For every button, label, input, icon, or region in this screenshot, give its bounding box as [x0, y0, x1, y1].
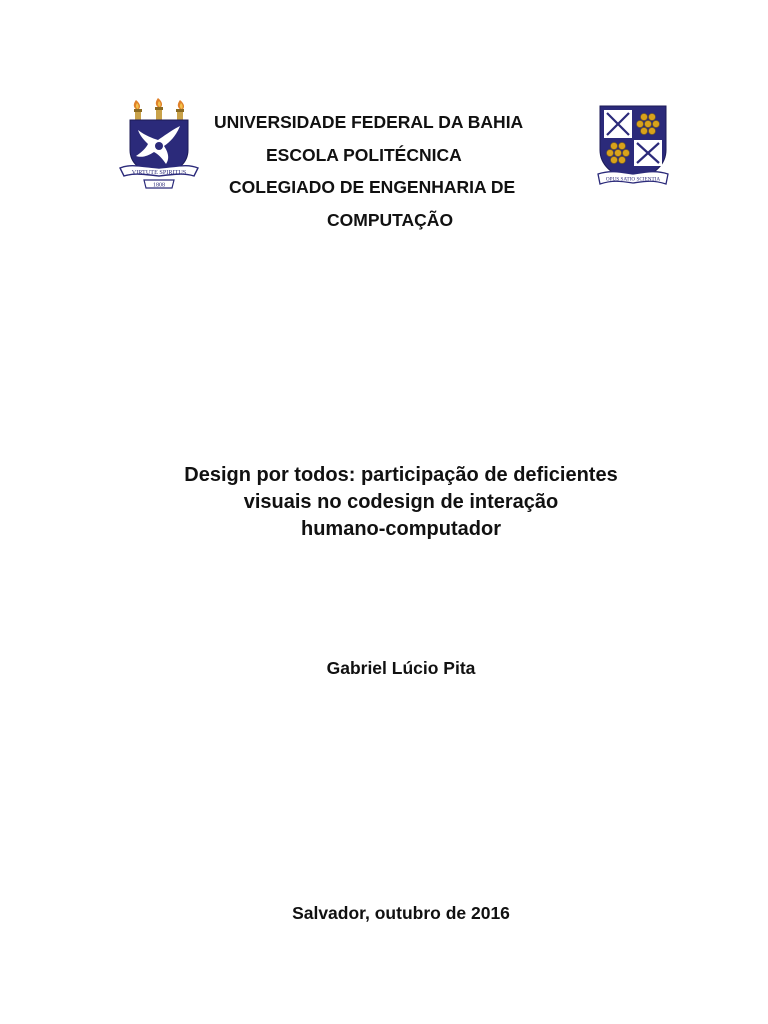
torch-icon: [176, 100, 184, 122]
document-title-line2: visuais no codesign de interação: [243, 491, 559, 513]
document-title: [100, 462, 702, 543]
place-and-date: Salvador, outubro de 2016: [292, 903, 510, 923]
escola-politecnica-crest-logo: [596, 104, 670, 190]
author-name: Gabriel Lúcio Pita: [326, 658, 476, 678]
department-name-line2: COMPUTAÇÃO: [327, 210, 454, 230]
ufba-motto-line1: VIRTUTE SPIRITUS: [131, 169, 187, 176]
torch-icon: [134, 100, 142, 122]
document-title-line1: Design por todos: participação de deficientes: [184, 464, 618, 486]
ufba-coat-of-arms-logo: [118, 96, 200, 194]
school-name: ESCOLA POLITÉCNICA: [266, 145, 462, 165]
crest-motto: OPUS SATIO SCIENTIA: [605, 176, 661, 183]
document-title-line3: humano-computador: [301, 518, 501, 540]
department-name-line1: COLEGIADO DE ENGENHARIA DE: [229, 177, 516, 197]
ufba-motto-line2: 1808: [153, 182, 165, 189]
torch-icon: [155, 98, 163, 122]
university-name: UNIVERSIDADE FEDERAL DA BAHIA: [214, 112, 524, 132]
